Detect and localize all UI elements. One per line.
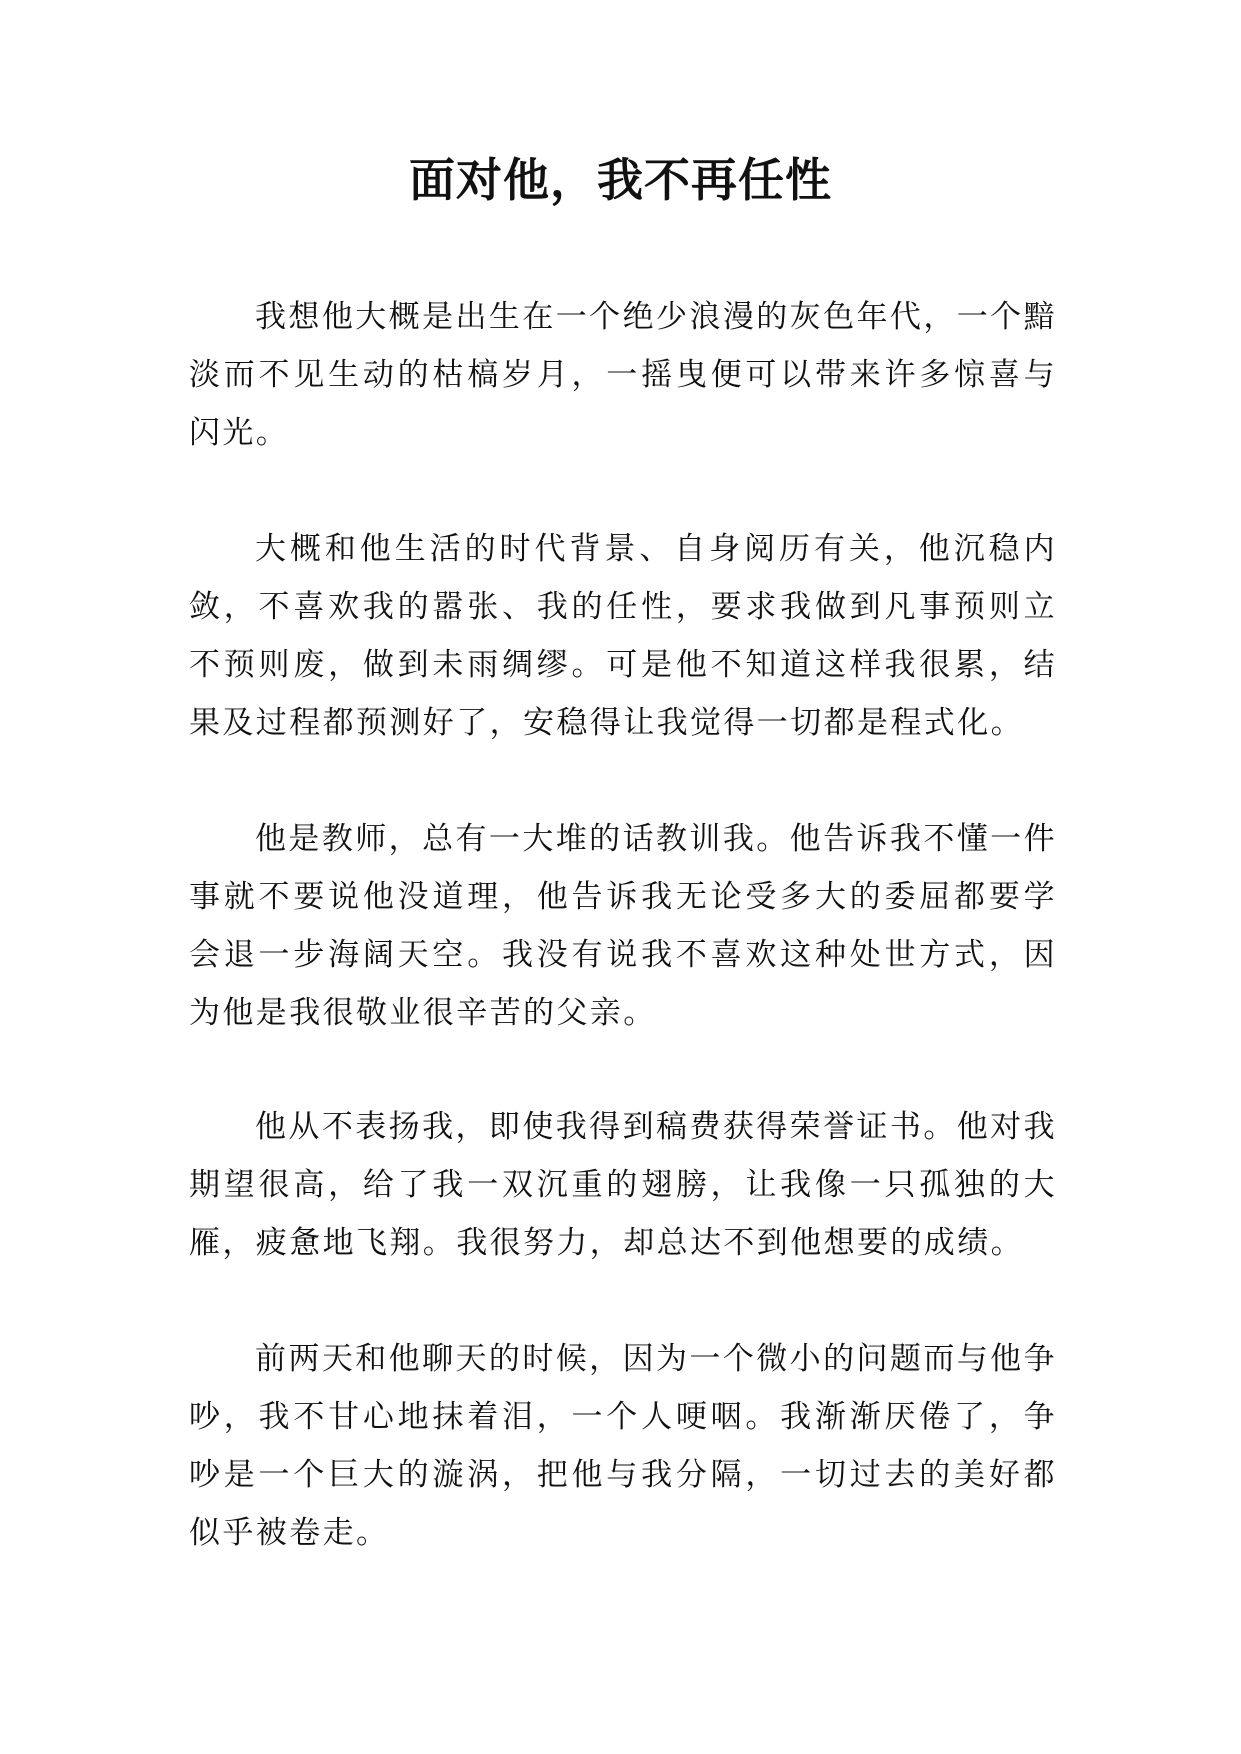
paragraph-2: 大概和他生活的时代背景、自身阅历有关，他沉稳内敛，不喜欢我的嚣张、我的任性，要求我做到凡事预则立不预则废，做到未雨绸缪。可是他不知道这样我很累，结果及过程都预测好了，安稳得让我觉得一切都是程式化。 (189, 531, 1057, 741)
document-title: 面对他，我不再任性 (409, 153, 832, 207)
paragraph-5: 前两天和他聊天的时候，因为一个微小的问题而与他争吵，我不甘心地抹着泪，一个人哽咽。我渐渐厌倦了，争吵是一个巨大的漩涡，把他与我分隔，一切过去的美好都似乎被卷走。 (189, 1341, 1057, 1551)
paragraph-3: 他是教师，总有一大堆的话教训我。他告诉我不懂一件事就不要说他没道理，他告诉我无论受多大的委屈都要学会退一步海阔天空。我没有说我不喜欢这种处世方式，因为他是我很敬业很辛苦的父亲。 (189, 821, 1057, 1031)
paragraph-1: 我想他大概是出生在一个绝少浪漫的灰色年代，一个黯淡而不见生动的枯槁岁月，一摇曳便可以带来许多惊喜与闪光。 (189, 299, 1057, 451)
paragraph-4: 他从不表扬我，即使我得到稿费获得荣誉证书。他对我期望很高，给了我一双沉重的翅膀，让我像一只孤独的大雁，疲惫地飞翔。我很努力，却总达不到他想要的成绩。 (189, 1109, 1057, 1261)
